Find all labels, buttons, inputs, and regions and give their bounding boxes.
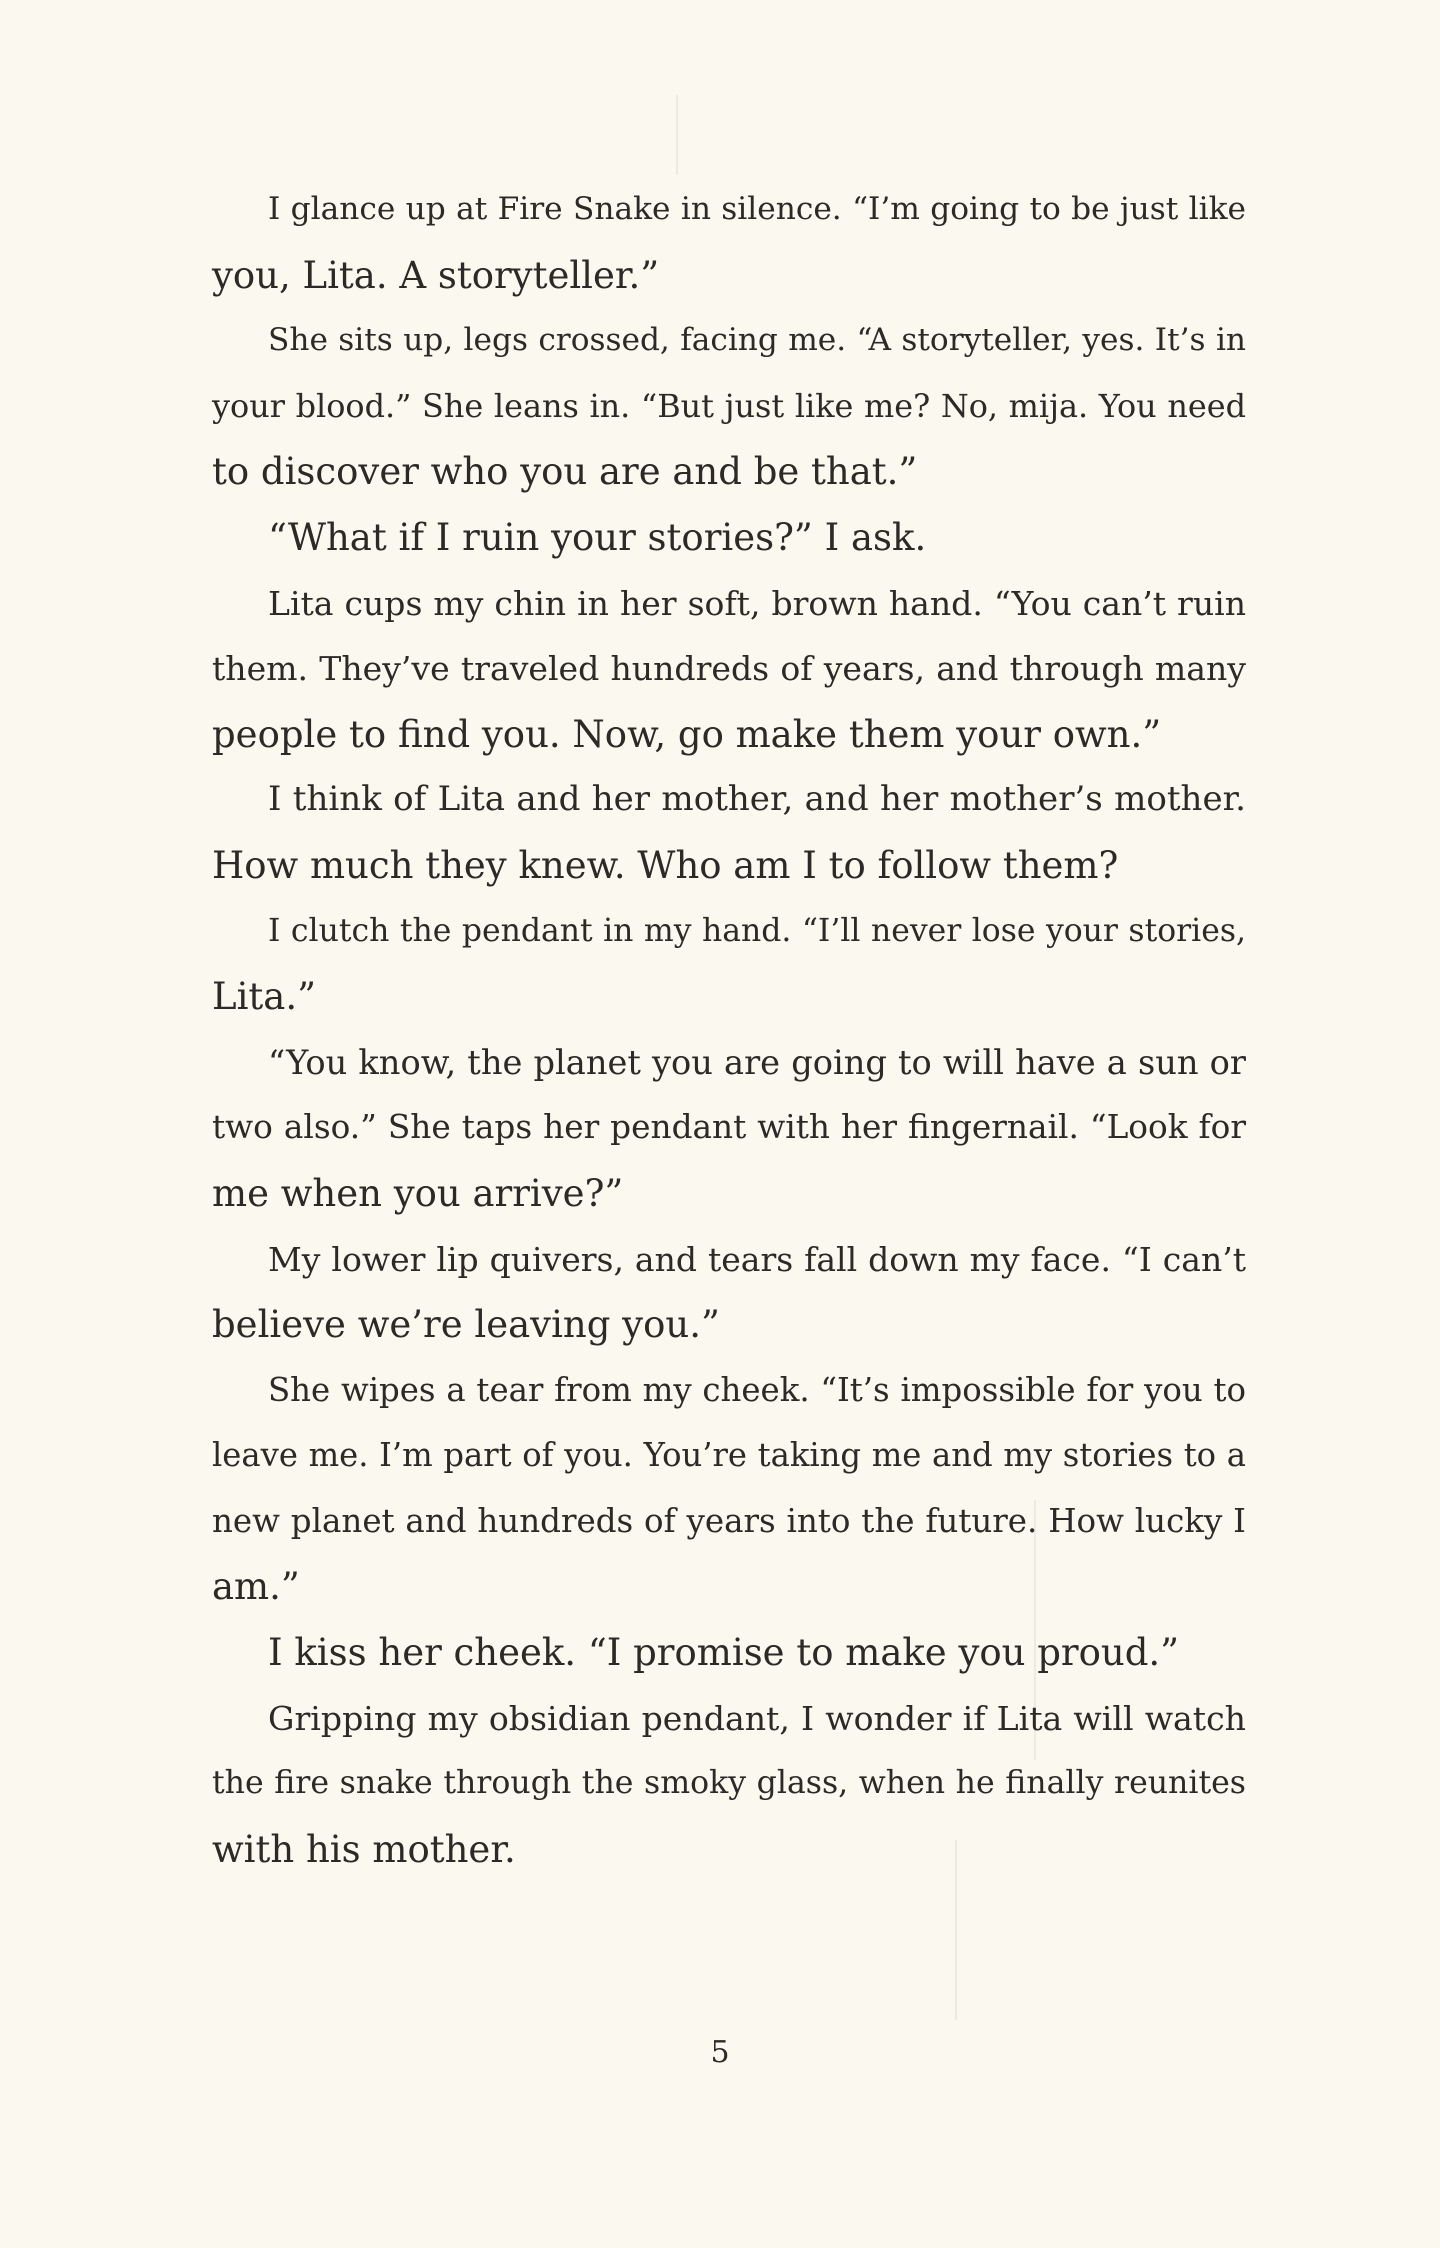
text-line: I think of Lita and her mother, and her mother’s mother. <box>268 779 1246 820</box>
text-line: My lower lip quivers, and tears fall down my face. “I can’t <box>268 1239 1246 1279</box>
text-line: to discover who you are and be that.” <box>212 450 918 494</box>
text-line: She wipes a tear from my cheek. “It’s impossible for you to <box>268 1370 1246 1409</box>
text-line: new planet and hundreds of years into the future. How lucky I <box>212 1501 1246 1540</box>
paper-crease <box>676 95 678 175</box>
text-line: them. They’ve traveled hundreds of years, and through many <box>212 649 1246 689</box>
page-number: 5 <box>710 2035 730 2070</box>
text-line: She sits up, legs crossed, facing me. “A storyteller, yes. It’s in <box>268 322 1246 359</box>
text-line: me when you arrive?” <box>212 1171 624 1215</box>
text-line: “What if I ruin your stories?” I ask. <box>268 515 927 559</box>
text-line: Gripping my obsidian pendant, I wonder if Lita will watch <box>268 1698 1246 1738</box>
text-line: believe we’re leaving you.” <box>212 1303 720 1347</box>
text-line: people to find you. Now, go make them your own.” <box>212 712 1162 756</box>
text-line: with his mother. <box>212 1827 516 1871</box>
text-line: your blood.” She leans in. “But just like me? No, mija. You need <box>212 386 1246 425</box>
text-line: “You know, the planet you are going to will have a sun or <box>268 1042 1246 1082</box>
text-line: leave me. I’m part of you. You’re taking me and my stories to a <box>212 1436 1246 1475</box>
text-line: How much they knew. Who am I to follow them? <box>212 843 1119 887</box>
body-text <box>212 177 1246 1882</box>
text-line: am.” <box>212 1565 300 1609</box>
text-line: the fire snake through the smoky glass, when he finally reunites <box>212 1765 1246 1802</box>
text-line: you, Lita. A storyteller.” <box>212 253 660 297</box>
text-line: Lita cups my chin in her soft, brown hand. “You can’t ruin <box>268 583 1246 623</box>
text-line: I glance up at Fire Snake in silence. “I’m going to be just like <box>268 191 1246 227</box>
text-line: I kiss her cheek. “I promise to make you proud.” <box>268 1631 1180 1675</box>
text-line: Lita.” <box>212 975 317 1019</box>
text-line: I clutch the pendant in my hand. “I’ll never lose your stories, <box>268 912 1246 949</box>
text-line: two also.” She taps her pendant with her fingernail. “Look for <box>212 1108 1246 1147</box>
